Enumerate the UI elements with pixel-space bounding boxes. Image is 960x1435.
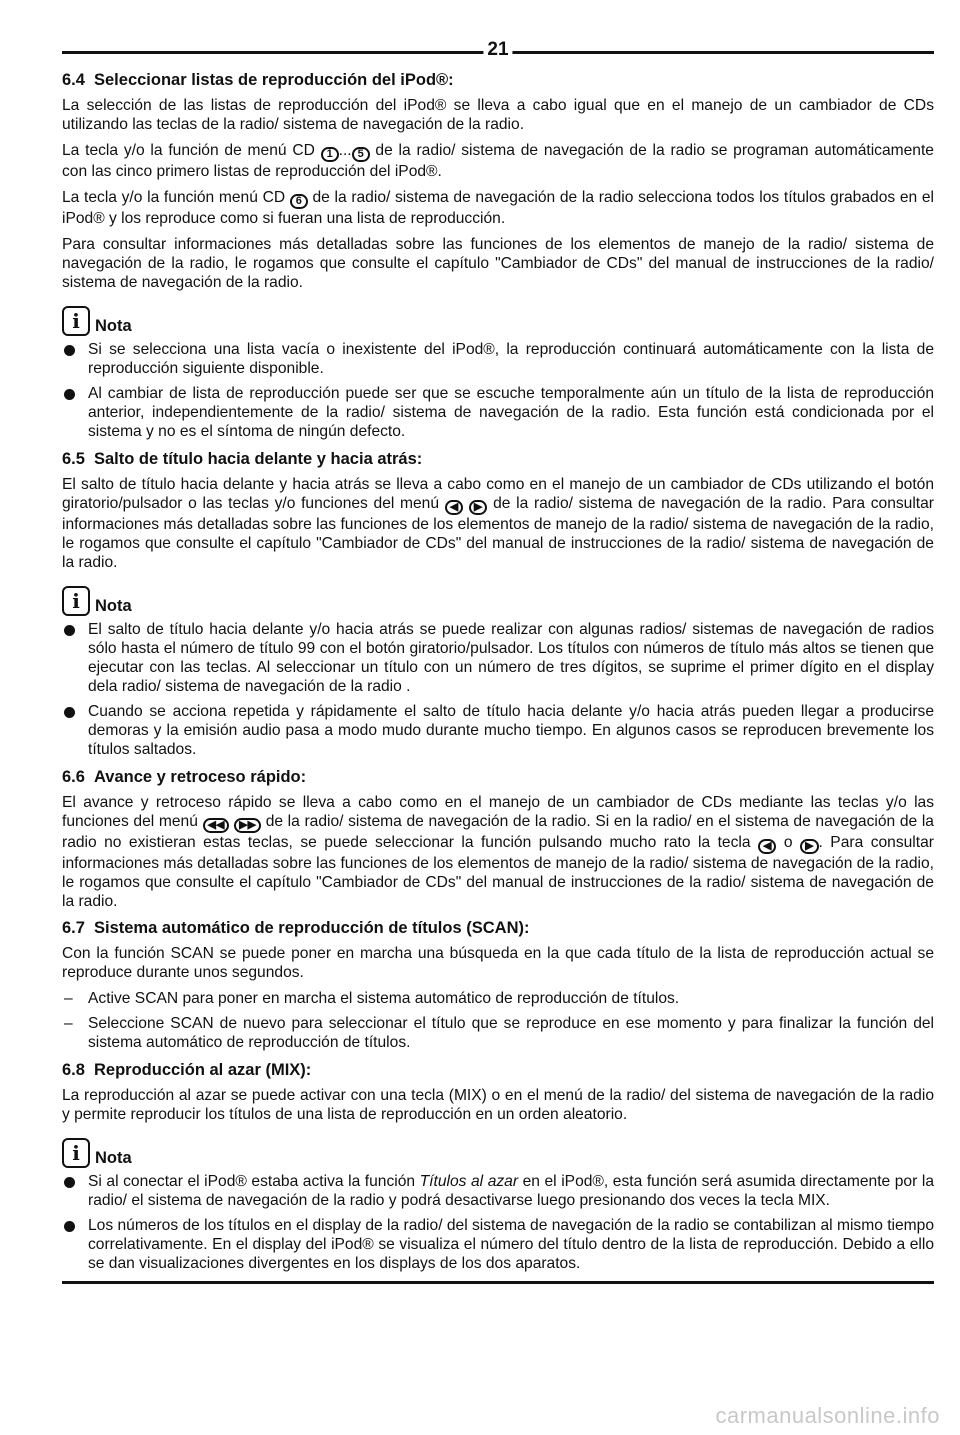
step-item: – Seleccione SCAN de nuevo para seleccionar el título que se reproduce en ese momento y para finalizar la función del sistema automático de reproducción de títulos.	[62, 1014, 934, 1052]
note-item: Si se selecciona una lista vacía o inexistente del iPod®, la reproducción continuará automáticamente con la lista de reproducción siguiente disponible.	[62, 340, 934, 378]
section-6-5-note-list	[62, 620, 934, 759]
section-6-4-paragraph-1: La selección de las listas de reproducción del iPod® se lleva a cabo igual que en el manejo de un cambiador de CDs utilizando las teclas de la radio/ sistema de navegación de la radio.	[62, 97, 934, 133]
cd-6-key-icon: 6	[290, 194, 308, 209]
previous-key-icon: ◀	[758, 839, 776, 854]
section-6-8-heading: 6.8 Reproducción al azar (MIX):	[62, 1061, 312, 1079]
section-6-8-paragraph-1: La reproducción al azar se puede activar con una tecla (MIX) o en el menú de la radio/ del sistema de navegación de la radio y permite reproducir los títulos de una lista de reproducción en un orden aleatorio.	[62, 1087, 934, 1123]
note-item: Cuando se acciona repetida y rápidamente el salto de título hacia delante y/o hacia atrás pueden llegar a producirse demoras y la emisión audio pasa a modo mudo durante mucho tiempo. En algunos casos se reproducen brevemente los títulos saltados.	[62, 702, 934, 759]
section-6-5-heading: 6.5 Salto de título hacia delante y hacia atrás:	[62, 450, 423, 468]
info-icon: i	[62, 586, 90, 616]
cd-1-key-icon: 1	[321, 147, 339, 162]
info-icon: i	[62, 1138, 90, 1168]
cd-5-key-icon: 5	[352, 147, 370, 162]
note-item: Los números de los títulos en el display de la radio/ del sistema de navegación de la radio se contabilizan al mismo tiempo correlativamente. En el display del iPod® se visualiza el número del título dentro de la lista de reproducción. Debido a ello se dan visualizaciones divergentes en los displays de los dos aparatos.	[62, 1216, 934, 1273]
section-6-4-note-list	[62, 340, 934, 441]
note-item: Si al conectar el iPod® estaba activa la función Títulos al azar en el iPod®, esta función será asumida directamente por la radio/ el sistema de navegación de la radio y podrá desactivarse luego presionando dos veces la tecla MIX.	[62, 1172, 934, 1210]
next-key-icon: ▶	[800, 839, 818, 854]
section-6-8-note-heading: i Nota	[62, 1134, 934, 1168]
step-item: – Active SCAN para poner en marcha el sistema automático de reproducción de títulos.	[62, 989, 934, 1008]
footer-rule	[62, 1281, 934, 1284]
section-6-8-note-list	[62, 1172, 934, 1273]
info-icon: i	[62, 306, 90, 336]
note-item: El salto de título hacia delante y/o hacia atrás se puede realizar con algunas radios/ sistemas de navegación de radios sólo hasta el número de título 99 con el botón giratorio/pulsador. Los títulos con números de título más altos se tienen que ejecutar con las teclas. Al seleccionar un título con un número de tres dígitos, se suprime el primer dígito en el display dela radio/ sistema de navegación de la radio .	[62, 620, 934, 696]
section-6-4-paragraph-2: La tecla y/o la función de menú CD 1 ... 5 de la radio/ sistema de navegación de la radio se programan automáticamente con las cinco primero listas de reproducción del iPod®.	[62, 142, 934, 180]
watermark: carmanualsonline.info	[715, 1403, 940, 1428]
page-number: 21	[483, 38, 512, 62]
previous-key-icon: ◀	[445, 500, 463, 515]
section-6-5-paragraph-1: El salto de título hacia delante y hacia atrás se lleva a cabo como en el manejo de un cambiador de CDs utilizando el botón giratorio/pulsador o las teclas y/o funciones del menú ◀ ▶ de la radio/ sistema de navegación de la radio. Para consultar informaciones más detalladas sobre las funciones de los elementos de manejo de la radio/ sistema de navegación de la radio, le rogamos que consulte el capítulo "Cambiador de CDs" del manual de instrucciones de la radio/ sistema de navegación de la radio.	[62, 476, 934, 571]
section-6-6-paragraph-1: El avance y retroceso rápido se lleva a cabo como en el manejo de un cambiador de CDs mediante las teclas y/o las funciones del menú ◀◀ ▶▶ de la radio/ sistema de navegación de la radio. Si en la radio/ en el sistema de navegación de la radio no existieran estas teclas, se puede seleccionar la función pulsando mucho rato la tecla ◀ o ▶ . Para consultar informaciones más detalladas sobre las funciones de los elementos de manejo de la radio/ sistema de navegación de la radio, le rogamos que consulte el capítulo "Cambiador de CDs" del manual de instrucciones de la radio/ sistema de navegación de la radio.	[62, 794, 934, 910]
page-header	[62, 38, 934, 64]
section-6-7-heading: 6.7 Sistema automático de reproducción de títulos (SCAN):	[62, 919, 530, 937]
section-6-4-paragraph-4: Para consultar informaciones más detalladas sobre las funciones de los elementos de manejo de la radio/ sistema de navegación de la radio, le rogamos que consulte el capítulo "Cambiador de CDs" del manual de instrucciones de la radio/ sistema de navegación de la radio.	[62, 236, 934, 291]
section-6-7-steps	[62, 989, 934, 1052]
rewind-key-icon: ◀◀	[203, 818, 230, 833]
manual-page	[62, 38, 934, 1284]
section-6-4-note-heading: i Nota	[62, 302, 934, 336]
next-key-icon: ▶	[469, 500, 487, 515]
section-6-7-paragraph-1: Con la función SCAN se puede poner en marcha una búsqueda en la que cada título de la lista de reproducción actual se reproduce durante unos segundos.	[62, 945, 934, 981]
section-6-4-heading: 6.4 Seleccionar listas de reproducción del iPod®:	[62, 71, 454, 89]
note-item: Al cambiar de lista de reproducción puede ser que se escuche temporalmente aún un título de la lista de reproducción anterior, independientemente de la radio/ sistema de navegación de la radio. Esta función está condicionada por el sistema y no es el síntoma de ningún defecto.	[62, 384, 934, 441]
section-6-5-note-heading: i Nota	[62, 582, 934, 616]
section-6-4-paragraph-3: La tecla y/o la función menú CD 6 de la radio/ sistema de navegación de la radio selecciona todos los títulos grabados en el iPod® y los reproduce como si fueran una lista de reproducción.	[62, 189, 935, 227]
fast-forward-key-icon: ▶▶	[234, 818, 261, 833]
section-6-6-heading: 6.6 Avance y retroceso rápido:	[62, 768, 307, 786]
